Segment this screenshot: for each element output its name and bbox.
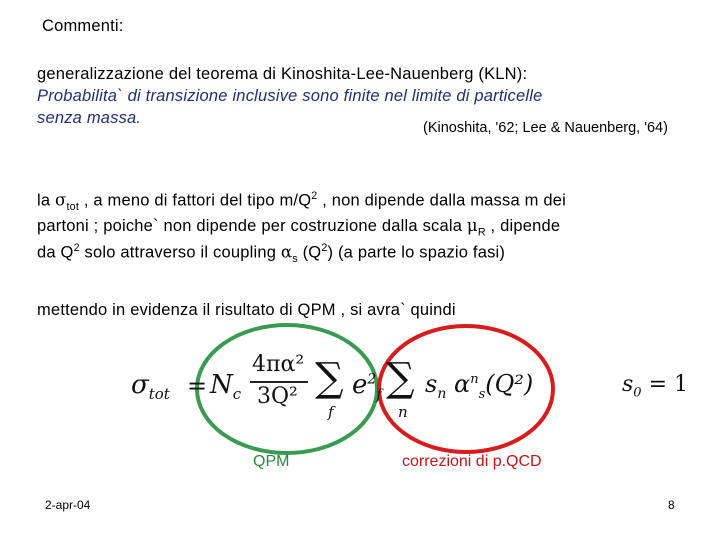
kln-line: generalizzazione del teorema di Kinoshita-Lee-Nauenberg (KLN):	[37, 65, 528, 83]
formula-denominator: 3Q²	[257, 384, 298, 409]
formula-nc: $N_c$	[210, 370, 242, 404]
qpm-label: QPM	[253, 453, 290, 470]
formula-sum-f-index: f	[328, 403, 334, 421]
conclusion-line: mettendo in evidenza il risultato di QPM , si avra` quindi	[37, 301, 456, 319]
formula-equals: =	[187, 372, 208, 400]
kln-statement-line: Probabilita` di transizione inclusive sono finite nel limite di particelle	[37, 87, 543, 105]
section-heading: Commenti:	[42, 17, 124, 35]
formula-ef: $e^2_f$	[352, 370, 382, 404]
formula-fraction-bar	[250, 381, 308, 383]
paragraph-line-3: da $Q^2$ solo attraverso il coupling $\alpha_s$ $(Q^2)$ (a parte lo spazio fasi)	[37, 242, 506, 265]
formula-numerator: 4πα²	[252, 352, 305, 377]
paragraph-line-1: la $\sigma_{tot}$ , a meno di fattori del tipo $m/Q^2$ , non dipende dalla massa m dei	[37, 190, 566, 213]
pqcd-label: correzioni di p.QCD	[402, 453, 542, 470]
paragraph-line-2: partoni ; poiche` non dipende per costruzione dalla scala $\mu_R$ , dipende	[37, 216, 561, 239]
footer-date: 2-apr-04	[45, 498, 91, 512]
formula-sum-n: ∑	[386, 355, 415, 401]
kln-statement-line-2: senza massa.	[37, 109, 142, 127]
formula-sum-n-index: n	[398, 403, 408, 421]
formula-sum-f: ∑	[315, 355, 344, 401]
formula-sn-alpha: $s_n$ $\alpha^n_s(Q^2)$	[425, 370, 534, 402]
page-number: 8	[668, 498, 675, 512]
formula-s0: $s_0 = 1$	[622, 372, 689, 401]
formula-sigma-tot: $\sigma_{tot}$	[131, 370, 170, 404]
citation: (Kinoshita, '62; Lee & Nauenberg, '64)	[423, 120, 668, 136]
